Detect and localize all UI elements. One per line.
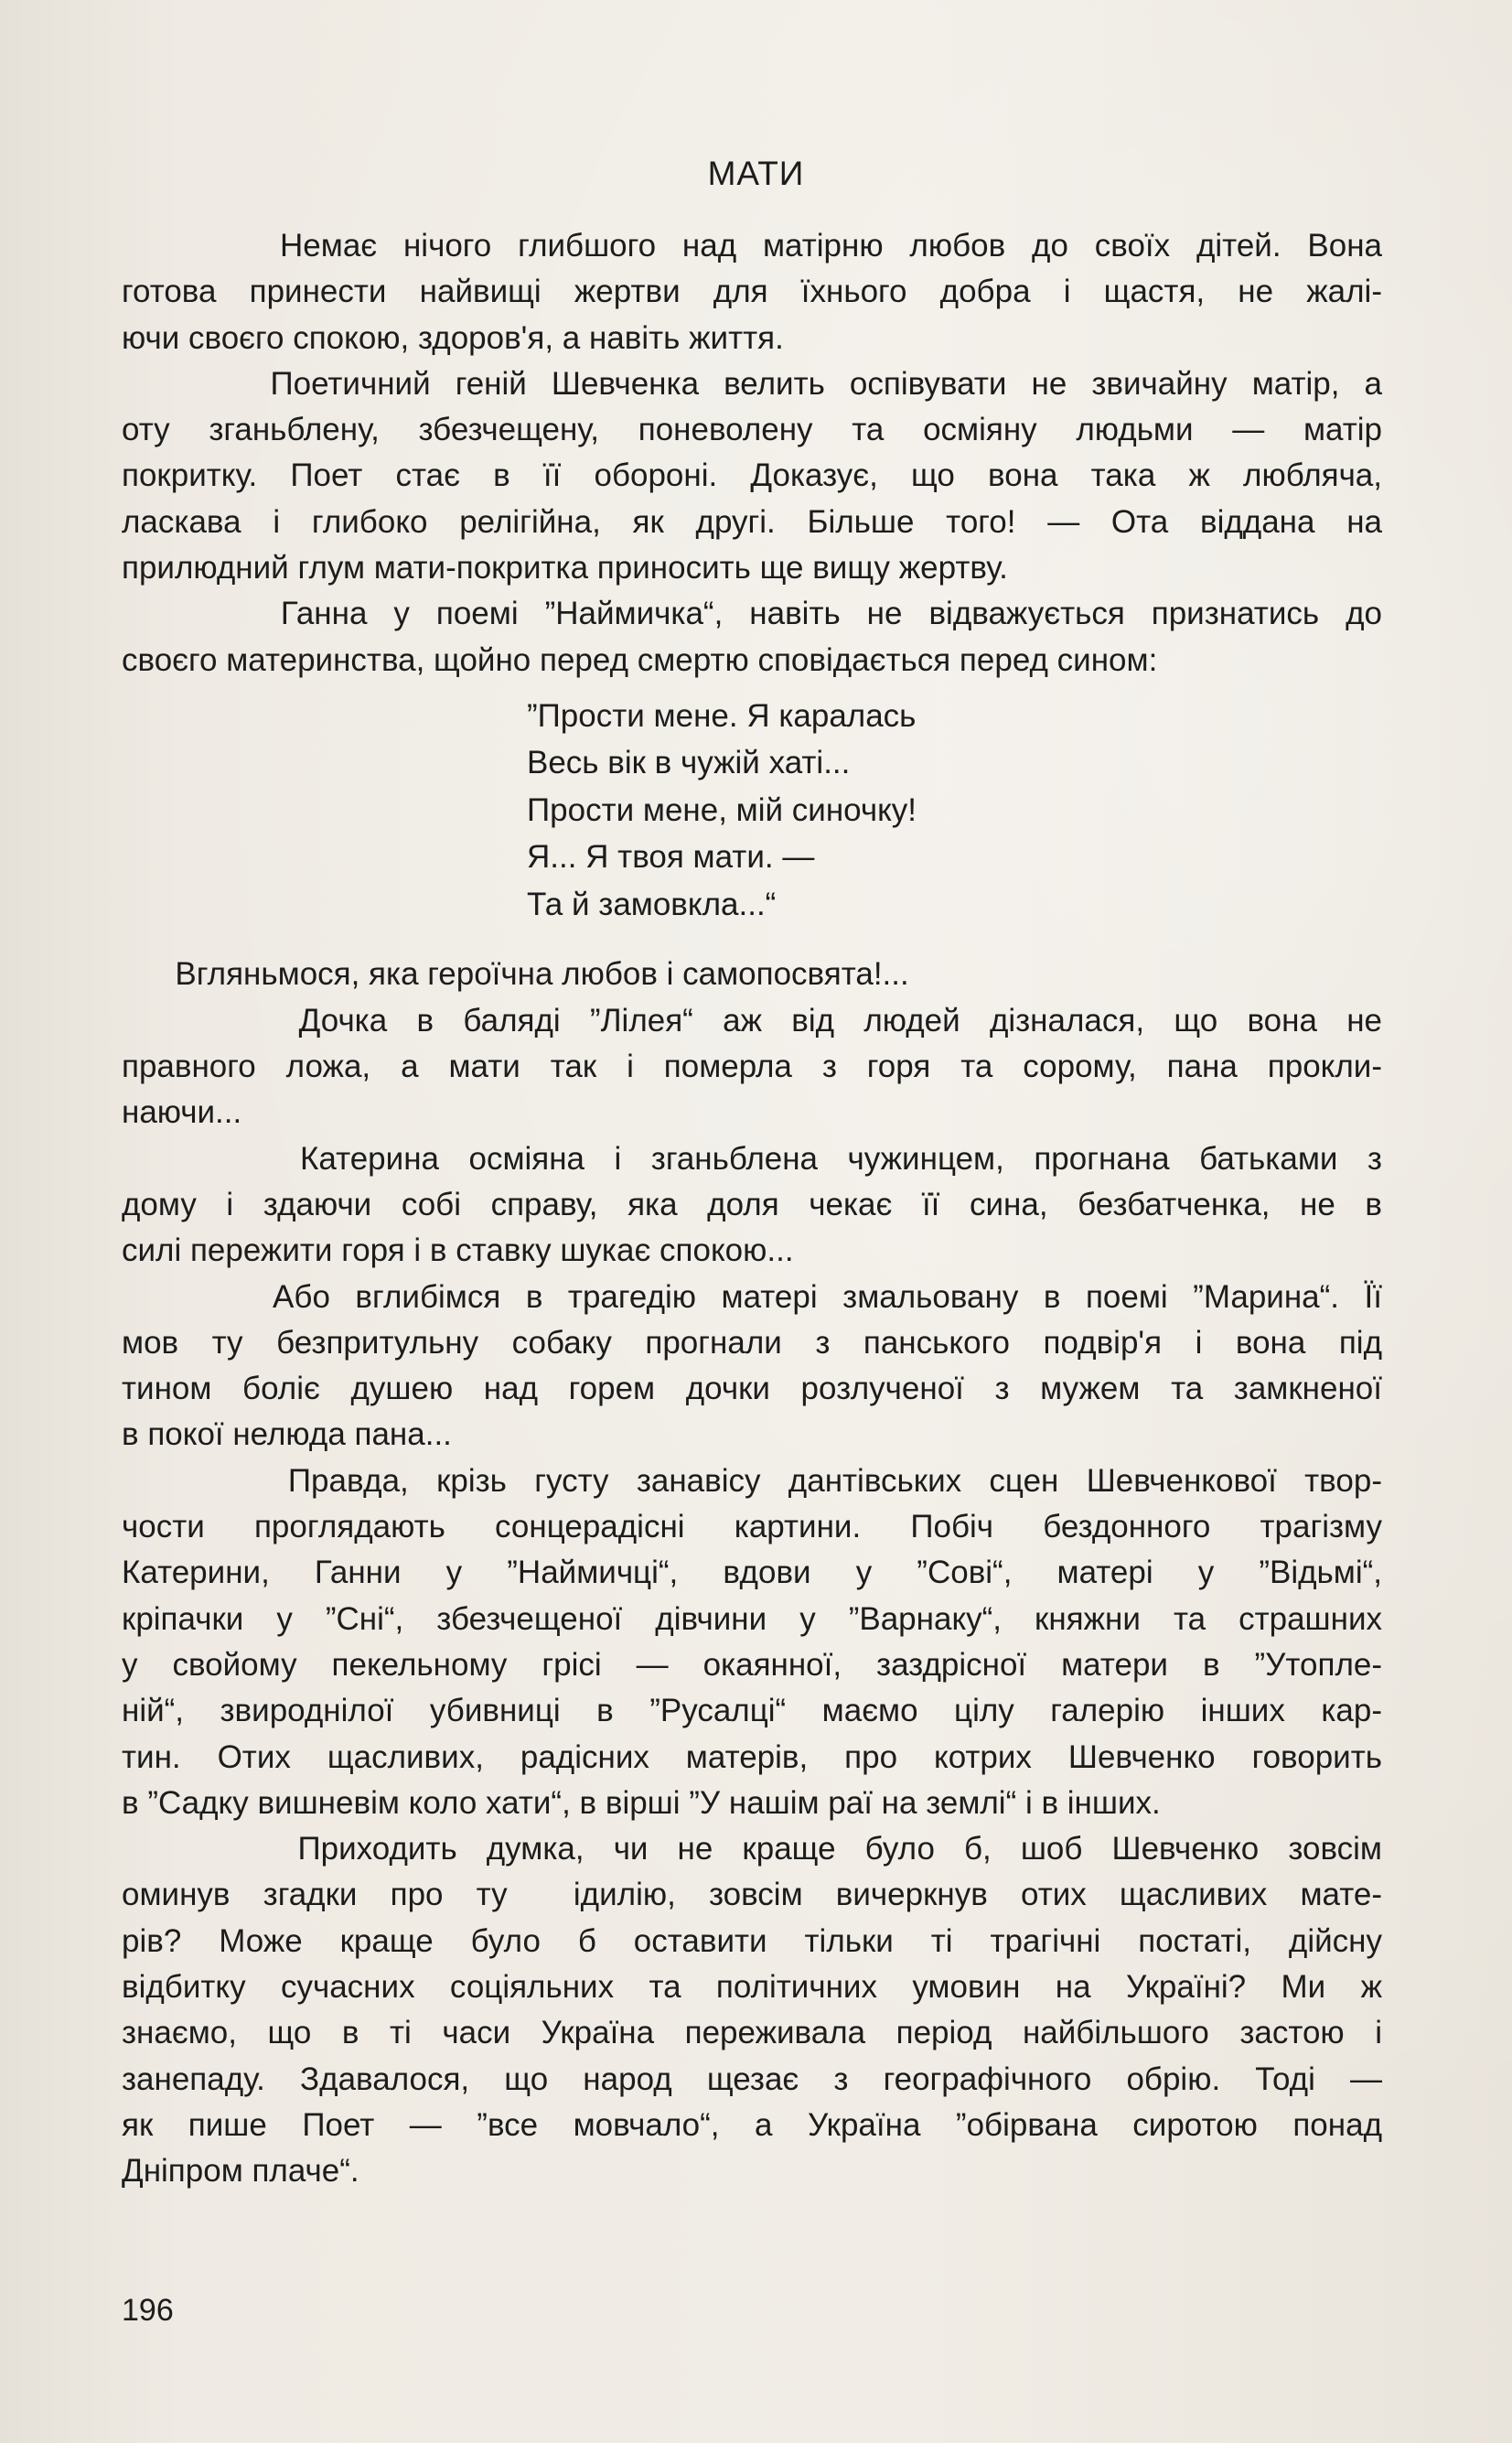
text-line: Правда, крізь густу занавісу дантівських сцен Шевченкової твор- xyxy=(122,1462,1382,1499)
text-line: ласкава і глибоко релігійна, як другі. Більше того! — Ота віддана на xyxy=(122,503,1382,540)
poem-line: Та й замовкла...“ xyxy=(527,886,777,922)
text-line: в покої нелюда пана... xyxy=(122,1416,452,1453)
text-line: своєго материнства, щойно перед смертю сповідається перед сином: xyxy=(122,641,1158,678)
poem-quote xyxy=(527,693,1382,929)
poem-line: ”Прости мене. Я каралась xyxy=(527,697,917,734)
text-line: ючи своєго спокою, здоров'я, а навіть життя. xyxy=(122,319,784,356)
text-line: Або вглибімся в трагедію матері змальовану в поемі ”Марина“. Її xyxy=(122,1278,1382,1315)
text-line: дому і здаючи собі справу, яка доля чекає її сина, безбатченка, не в xyxy=(122,1186,1382,1222)
poem-line: Прости мене, мій синочку! xyxy=(527,791,917,828)
poem-line: Весь вік в чужій хаті... xyxy=(527,745,851,781)
text-line: занепаду. Здавалося, що народ щезає з географічного обрію. Тоді — xyxy=(122,2061,1382,2097)
text-line: тин. Отих щасливих, радісних матерів, про котрих Шевченко говорить xyxy=(122,1738,1382,1775)
paragraph xyxy=(122,361,1382,591)
poem-line: Я... Я твоя мати. — xyxy=(527,839,815,876)
text-line: Ганна у поемі ”Наймичка“, навіть не відважується признатись до xyxy=(122,596,1382,632)
text-line: покритку. Поет стає в її обороні. Доказує, що вона така ж любляча, xyxy=(122,457,1382,494)
text-line: оту зганьблену, збезчещену, поневолену та осміяну людьми — матір xyxy=(122,412,1382,448)
text-line: знаємо, що в ті часи Україна переживала період найбільшого застою і xyxy=(122,2015,1382,2051)
text-line: рів? Може краще було б оставити тільки ті трагічні постаті, дійсну xyxy=(122,1922,1382,1959)
paragraph xyxy=(122,223,1382,361)
paragraph xyxy=(122,952,1382,997)
paragraph xyxy=(122,591,1382,683)
paragraph xyxy=(122,1275,1382,1458)
text-line: оминув згадки про ту ідилію, зовсім вичеркнув отих щасливих мате- xyxy=(122,1877,1382,1913)
paragraph xyxy=(122,1826,1382,2194)
text-line: Катерини, Ганни у ”Наймичці“, вдови у ”Сові“, матері у ”Відьмі“, xyxy=(122,1555,1382,1591)
text-line: ній“, звироднілої убивниці в ”Русалці“ маємо цілу галерію інших кар- xyxy=(122,1693,1382,1729)
text-line: як пише Поет — ”все мовчало“, а Україна ”обірвана сиротою понад xyxy=(122,2106,1382,2143)
text-line: наючи... xyxy=(122,1094,242,1131)
page-number: 196 xyxy=(122,2293,174,2328)
text-line: прилюдний глум мати-покритка приносить ще вищу жертву. xyxy=(122,550,1008,587)
text-line: правного ложа, а мати так і померла з горя та сорому, пана прокли- xyxy=(122,1049,1382,1085)
text-line: чости проглядають сонцерадісні картини. Побіч бездонного трагізму xyxy=(122,1509,1382,1545)
text-line: Поетичний геній Шевченка велить оспівувати не звичайну матір, а xyxy=(122,365,1382,402)
spacer xyxy=(122,939,1382,952)
text-line: Приходить думка, чи не краще було б, шоб Шевченко зовсім xyxy=(122,1831,1382,1867)
paragraph xyxy=(122,998,1382,1136)
text-line: Дочка в баляді ”Лілея“ аж від людей дізналася, що вона не xyxy=(122,1002,1382,1039)
text-line: Дніпром плаче“. xyxy=(122,2153,359,2190)
text-line: у свойому пекельному грісі — окаянної, заздрісної матери в ”Утопле- xyxy=(122,1646,1382,1683)
text-line: Немає нічого глибшого над матірню любов до своїх дітей. Вона xyxy=(122,228,1382,264)
text-line: силі пережити горя і в ставку шукає спокою... xyxy=(122,1232,794,1269)
text-line: тином боліє душею над горем дочки розлученої з мужем та замкненої xyxy=(122,1371,1382,1407)
text-line: в ”Садку вишневім коло хати“, в вірші ”У нашім раї на землі“ і в інших. xyxy=(122,1784,1161,1821)
chapter-title: МАТИ xyxy=(707,155,805,192)
text-line: відбитку сучасних соціяльних та політичних умовин на Україні? Ми ж xyxy=(122,1969,1382,2005)
paragraph xyxy=(122,1458,1382,1826)
body-text xyxy=(122,223,1382,2194)
text-line: кріпачки у ”Сні“, збезчещеної дівчини у ”Варнаку“, княжни та страшних xyxy=(122,1600,1382,1637)
text-line: мов ту безпритульну собаку прогнали з панського подвір'я і вона під xyxy=(122,1324,1382,1361)
text-line: Катерина осміяна і зганьблена чужинцем, прогнана батьками з xyxy=(122,1140,1382,1177)
text-line: Вгляньмося, яка героїчна любов і самопосвята!... xyxy=(122,956,909,993)
text-line: готова принести найвищі жертви для їхнього добра і щастя, не жалі- xyxy=(122,274,1382,310)
paragraph xyxy=(122,1136,1382,1275)
